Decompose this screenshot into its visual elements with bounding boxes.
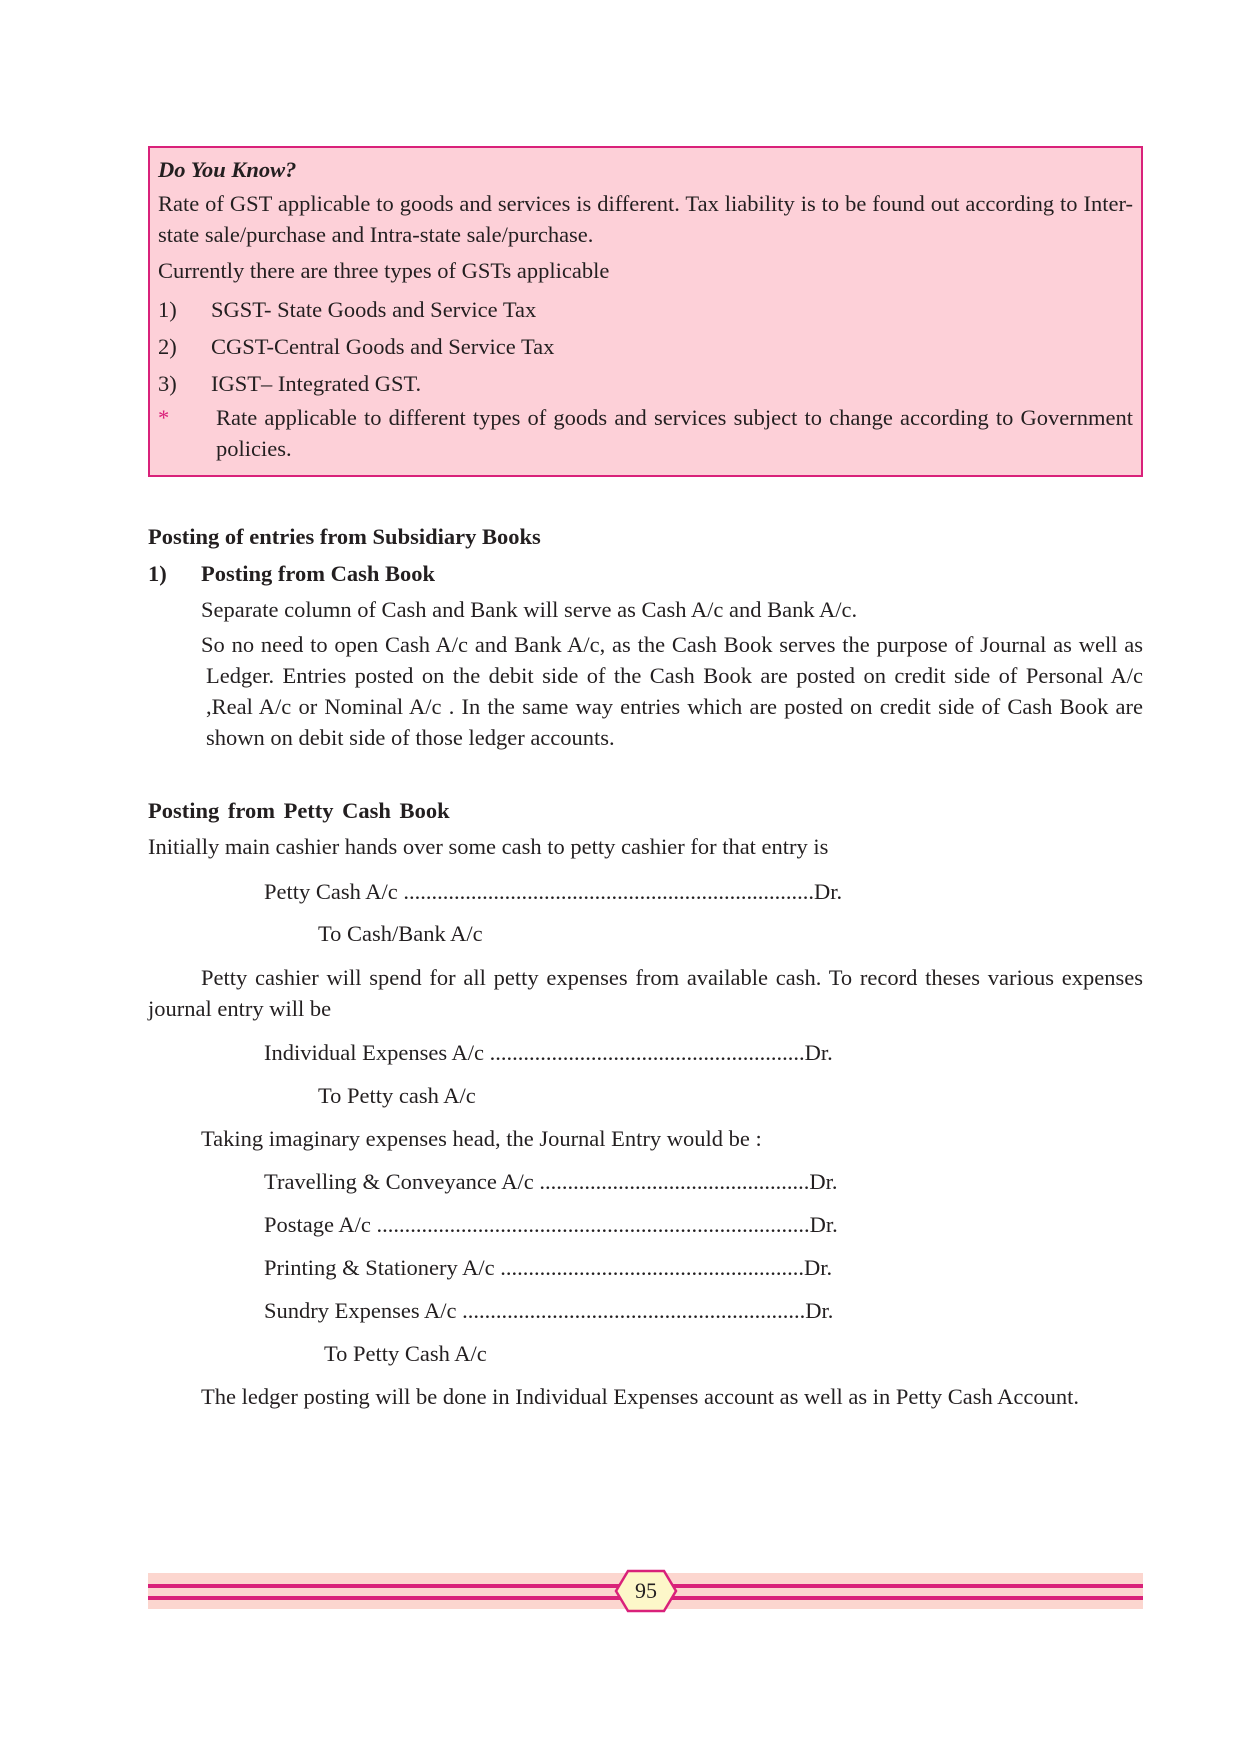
journal-entry-credit: To Petty Cash A/c bbox=[324, 1341, 487, 1366]
list-item-number: 2) bbox=[158, 334, 177, 359]
section-petty-cash-book bbox=[148, 792, 1143, 862]
list-item bbox=[158, 291, 1133, 328]
do-you-know-lead: Currently there are three types of GSTs applicable bbox=[158, 258, 610, 283]
sub-heading-text: Posting from Cash Book bbox=[201, 561, 435, 586]
list-item bbox=[158, 328, 1133, 365]
list-item-text: IGST– Integrated GST. bbox=[211, 371, 422, 396]
journal-entry-debit: Travelling & Conveyance A/c ................................................Dr. bbox=[264, 1169, 838, 1194]
section-cash-book bbox=[148, 518, 1143, 753]
paragraph: Initially main cashier hands over some cash to petty cashier for that entry is bbox=[148, 834, 829, 859]
paragraph: Taking imaginary expenses head, the Journal Entry would be : bbox=[201, 1126, 762, 1151]
sub-heading-number: 1) bbox=[148, 561, 167, 586]
section-heading: Posting from Petty Cash Book bbox=[148, 798, 450, 823]
paragraph-block bbox=[148, 962, 1143, 1024]
do-you-know-box bbox=[148, 146, 1143, 477]
section-heading: Posting of entries from Subsidiary Books bbox=[148, 524, 541, 549]
asterisk-icon: * bbox=[158, 405, 170, 430]
paragraph: So no need to open Cash A/c and Bank A/c, as the Cash Book serves the purpose of Journal as well as Ledger. Entries posted on the debit side of the Cash Book are posted on credit side of Personal A/c ,Real A/c or Nominal A/c . In the same way entries which are posted on credit side of Cash Book are shown on debit side of those ledger accounts. bbox=[201, 632, 1143, 750]
list-item-text: CGST-Central Goods and Service Tax bbox=[211, 334, 555, 359]
note-text: Rate applicable to different types of goods and services subject to change according to Government policies. bbox=[216, 405, 1133, 461]
journal-entry-debit: Individual Expenses A/c ........................................................Dr. bbox=[264, 1040, 833, 1065]
list-item bbox=[158, 365, 1133, 402]
list-item-text: SGST- State Goods and Service Tax bbox=[211, 297, 537, 322]
journal-entry-debit: Sundry Expenses A/c .............................................................Dr. bbox=[264, 1298, 834, 1323]
sub-heading bbox=[148, 555, 1143, 592]
closing-paragraph: The ledger posting will be done in Individual Expenses account as well as in Petty Cash Account. bbox=[201, 1384, 1079, 1409]
journal-entry-debit: Printing & Stationery A/c ......................................................Dr. bbox=[264, 1255, 833, 1280]
paragraph: Petty cashier will spend for all petty expenses from available cash. To record theses various expenses journal entry will be bbox=[148, 965, 1143, 1021]
do-you-know-title: Do You Know? bbox=[158, 157, 297, 182]
do-you-know-intro: Rate of GST applicable to goods and services is different. Tax liability is to be found out according to Inter-state sale/purchase and Intra-state sale/purchase. bbox=[158, 191, 1133, 247]
journal-entry-credit: To Petty cash A/c bbox=[318, 1083, 476, 1108]
journal-entry-debit: Petty Cash A/c .........................................................................Dr. bbox=[264, 879, 843, 904]
list-item-number: 3) bbox=[158, 371, 177, 396]
list-item-number: 1) bbox=[158, 297, 177, 322]
gst-types-list bbox=[158, 291, 1133, 402]
journal-entry-credit: To Cash/Bank A/c bbox=[318, 921, 483, 946]
paragraph: Separate column of Cash and Bank will serve as Cash A/c and Bank A/c. bbox=[201, 597, 858, 622]
journal-entry-debit: Postage A/c .............................................................................Dr. bbox=[264, 1212, 838, 1237]
do-you-know-note bbox=[158, 402, 1133, 464]
page-number: 95 bbox=[635, 1578, 657, 1603]
